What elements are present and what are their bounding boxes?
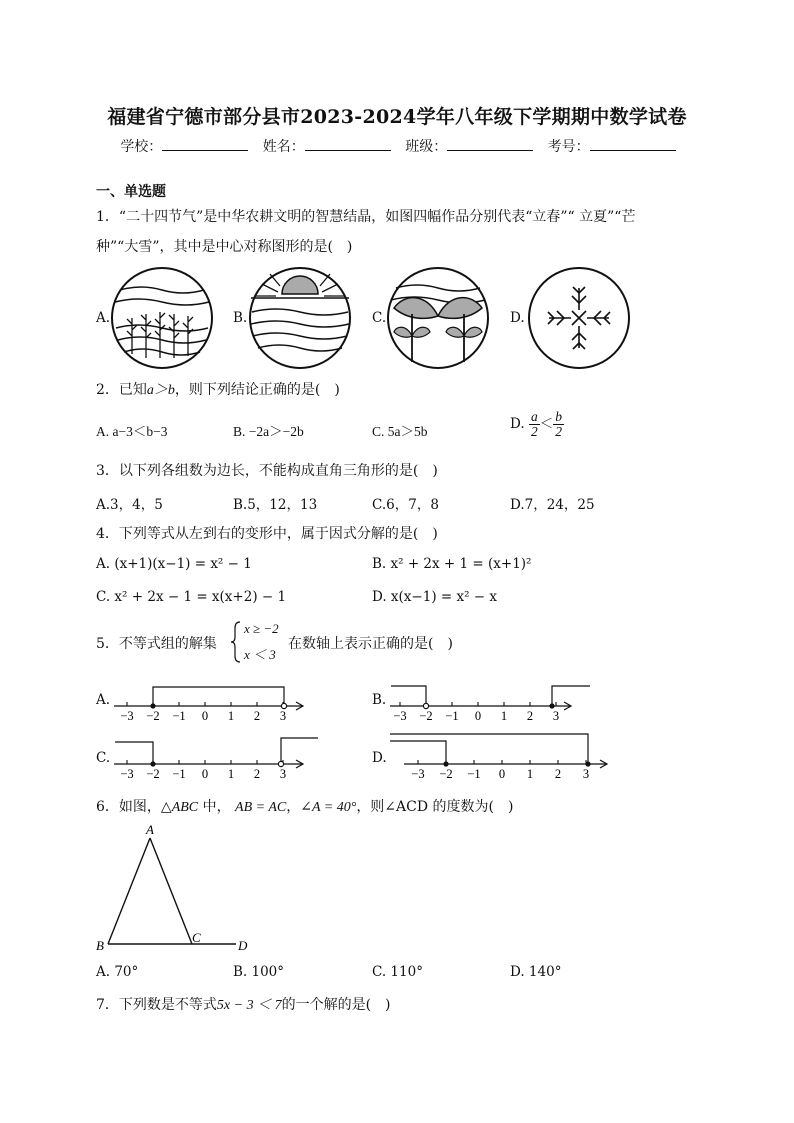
tick-label: 3 xyxy=(582,767,590,781)
vertex-a-label: A xyxy=(146,822,154,837)
class-blank xyxy=(447,138,533,151)
q2-option-c: C. 5a＞5b xyxy=(372,424,428,439)
tick-label: −3 xyxy=(393,709,407,722)
q7-inequality: 5x − 3 ＜ 7 xyxy=(216,998,282,1013)
tick-label: 2 xyxy=(526,709,534,722)
school-label: 学校： xyxy=(120,139,163,155)
tick-label: 0 xyxy=(201,767,209,780)
tick-label: −3 xyxy=(411,767,425,781)
tick-label: 3 xyxy=(552,709,560,722)
q5-option-b-label: B. xyxy=(372,692,387,708)
vertex-c-label: C xyxy=(192,930,201,945)
tick-label: 1 xyxy=(526,767,534,781)
school-blank xyxy=(162,138,248,151)
q4-option-d: D. x(x−1) = x² − x xyxy=(372,589,498,605)
q5-stem-a: 5．不等式组的解集 xyxy=(96,636,217,652)
exam-title: 福建省宁德市部分县市2023-2024学年八年级下学期期中数学试卷 xyxy=(107,106,687,128)
vertex-b-label: B xyxy=(96,938,104,953)
q1-option-d-label: D. xyxy=(510,310,525,326)
q1-option-c-label: C. xyxy=(372,310,387,326)
q5-number-line-a xyxy=(110,676,310,722)
tick-label: −2 xyxy=(146,767,160,780)
q5-option-a-label: A. xyxy=(96,692,111,708)
q2-condition: a＞b xyxy=(146,383,175,398)
section-heading: 一、单选题 xyxy=(96,184,166,200)
q2-fraction-b-over-2: $\frac{b}{2}$ xyxy=(555,409,562,440)
q4-option-a: A. (x+1)(x−1) = x² − 1 xyxy=(96,556,252,572)
q4-option-c: C. x² + 2x − 1 = x(x+2) − 1 xyxy=(96,589,287,605)
exam-number-blank xyxy=(590,138,676,151)
q5-stem-b: 在数轴上表示正确的是( ) xyxy=(288,636,453,652)
tick-label: −2 xyxy=(419,709,433,722)
tick-label: 1 xyxy=(227,709,235,722)
tick-label: 0 xyxy=(201,709,209,722)
q2-option-a: A. a−3＜b−3 xyxy=(96,424,168,439)
q2-stem: 2．已知a＞b，则下列结论正确的是( ) xyxy=(96,382,340,398)
tick-label: −2 xyxy=(146,709,160,722)
q5-option-d-label: D. xyxy=(372,750,387,766)
student-info-line xyxy=(0,136,794,156)
class-label: 班级： xyxy=(405,139,448,155)
q5-number-line-c xyxy=(110,734,322,780)
q1-option-b-label: B. xyxy=(233,310,248,326)
tick-label: −2 xyxy=(439,767,453,781)
q4-stem: 4．下列等式从左到右的变形中，属于因式分解的是( ) xyxy=(96,526,438,542)
q6-option-b: B. 100° xyxy=(233,964,285,980)
exam-number-label: 考号： xyxy=(547,139,590,155)
q5-number-line-b xyxy=(386,676,596,722)
name-label: 姓名： xyxy=(262,139,305,155)
q5-option-c-label: C. xyxy=(96,750,111,766)
q6-triangle-figure xyxy=(94,820,264,956)
q6-stem: 6．如图，△ABC 中， AB = AC，∠A = 40°，则∠ACD 的度数为( ) xyxy=(96,799,514,815)
q3-option-c: C.6，7，8 xyxy=(372,497,439,513)
tick-label: 3 xyxy=(279,767,287,780)
q1-stem-line2: 种”“大雪”，其中是中心对称图形的是( ) xyxy=(96,239,353,255)
q7-stem: 7．下列数是不等式5x − 3 ＜ 7的一个解的是( ) xyxy=(96,997,391,1013)
q3-option-b: B.5，12，13 xyxy=(233,497,318,513)
q3-option-a: A.3，4，5 xyxy=(96,497,163,513)
daxue-artwork xyxy=(527,266,631,370)
tick-label: 0 xyxy=(498,767,506,781)
tick-label: −1 xyxy=(445,709,459,722)
q2-option-b: B. −2a＞−2b xyxy=(233,424,304,439)
q2-fraction-a-over-2: $\frac{a}{2}$ xyxy=(530,409,538,440)
tick-label: −3 xyxy=(120,767,134,780)
q6-option-c: C. 110° xyxy=(372,964,423,980)
q3-option-d: D.7，24，25 xyxy=(510,497,595,513)
q6-option-a: A. 70° xyxy=(96,964,139,980)
q4-option-b: B. x² + 2x + 1 = (x+1)² xyxy=(372,556,532,572)
name-blank xyxy=(305,138,391,151)
tick-label: 1 xyxy=(227,767,235,780)
q5-number-line-d xyxy=(386,730,612,782)
tick-label: 2 xyxy=(554,767,562,781)
q2-option-d: D. $\frac{a}{2}$ ＜ $\frac{b}{2}$ xyxy=(510,409,562,440)
tick-label: 1 xyxy=(500,709,508,722)
q1-option-a-label: A. xyxy=(96,310,111,326)
tick-label: 3 xyxy=(279,709,287,722)
q6-option-d: D. 140° xyxy=(510,964,562,980)
tick-label: −1 xyxy=(172,709,186,722)
tick-label: −1 xyxy=(467,767,481,781)
tick-label: 0 xyxy=(474,709,482,722)
tick-label: 2 xyxy=(253,767,261,780)
tick-label: −3 xyxy=(120,709,134,722)
q3-stem: 3．以下列各组数为边长，不能构成直角三角形的是( ) xyxy=(96,463,438,479)
vertex-d-label: D xyxy=(238,938,248,953)
lichun-artwork xyxy=(110,266,214,370)
q5-system-line2: x ＜ 3 xyxy=(244,647,276,662)
mangzhong-artwork xyxy=(386,266,490,370)
q5-brace xyxy=(230,620,242,664)
q1-stem-line1: 1．“二十四节气”是中华农耕文明的智慧结晶，如图四幅作品分别代表“立春”“ 立夏”“芒 xyxy=(96,209,636,225)
lixia-artwork xyxy=(248,266,352,370)
tick-label: −1 xyxy=(172,767,186,780)
tick-label: 2 xyxy=(253,709,261,722)
q5-system-line1: x ≥ −2 xyxy=(244,621,279,636)
